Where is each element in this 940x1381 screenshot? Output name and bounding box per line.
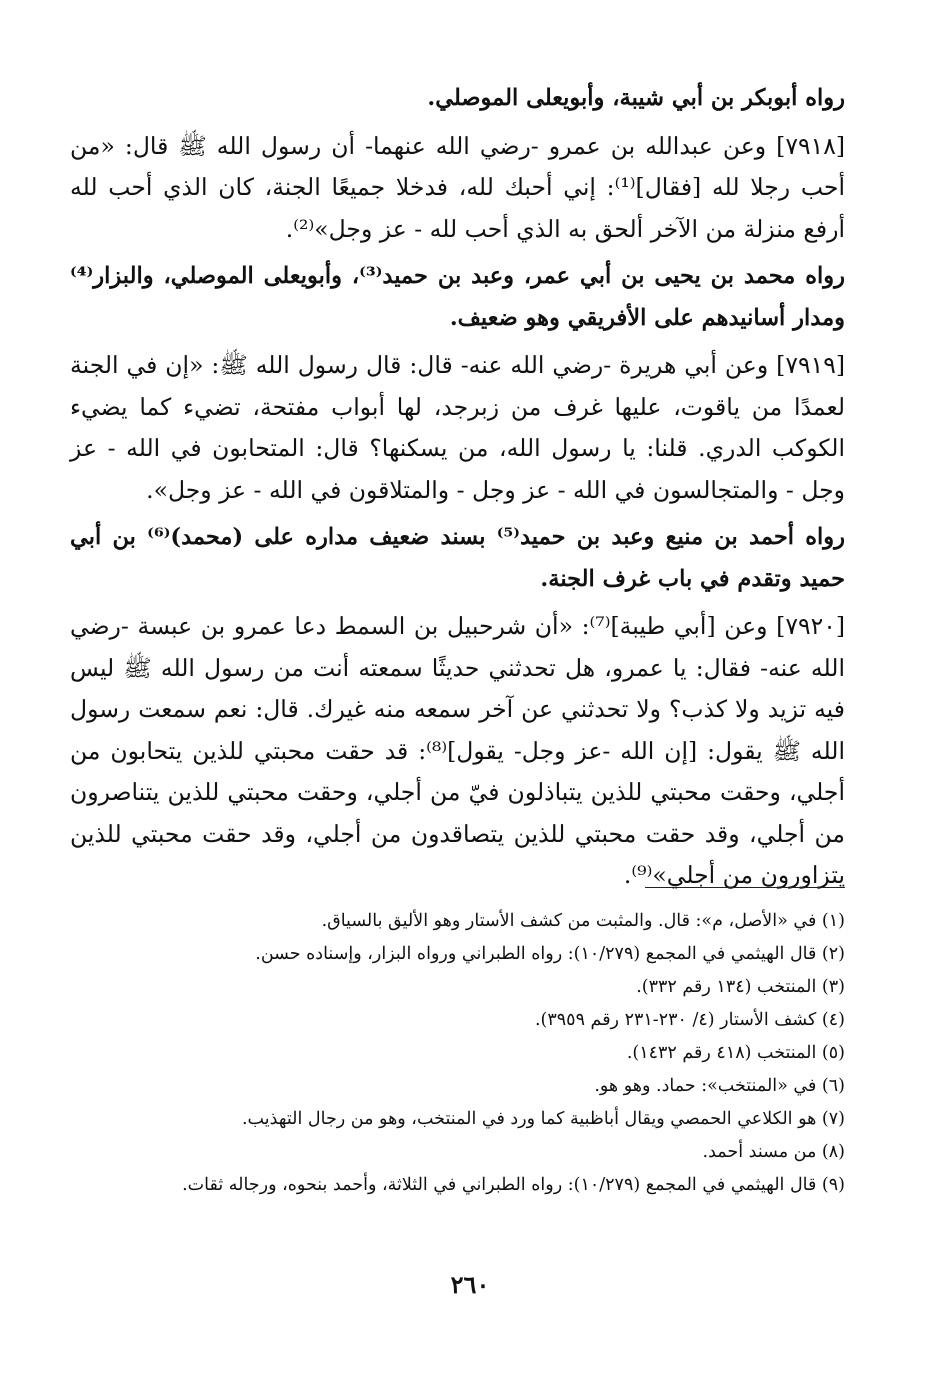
footnote-9: (٩) قال الهيثمي في المجمع (١٠/٢٧٩): رواه الطبراني في الثلاثة، وأحمد بنحوه، ورجاله ثقات.	[182, 1175, 845, 1195]
footnote-7: (٧) هو الكلاعي الحمصي ويقال أباظبية كما ورد في المنتخب، وهو من رجال التهذيب.	[241, 1109, 845, 1129]
footnote-3: (٣) المنتخب (١٣٤ رقم ٣٣٢).	[636, 977, 845, 997]
narration-note-3: رواه أحمد بن منيع وعبد بن حميد⁽⁵⁾ بسند ضعيف مداره على (محمد)⁽⁶⁾ بن أبي حميد وتقدم في باب غرف الجنة.	[70, 524, 846, 592]
footnote-divider	[645, 887, 845, 888]
narration-note-2: رواه محمد بن يحيى بن أبي عمر، وعبد بن حميد⁽³⁾، وأبويعلى الموصلي، والبزار⁽⁴⁾ ومدار أسانيدهم على الأفريقي وهو ضعيف.	[70, 263, 845, 331]
footnote-5: (٥) المنتخب (٤١٨ رقم ١٤٣٢).	[626, 1043, 845, 1063]
page-number: ٢٦٠	[450, 1270, 490, 1299]
hadith-7920: [٧٩٢٠] وعن [أبي طيبة]⁽⁷⁾: «أن شرحبيل بن السمط دعا عمرو بن عبسة -رضي الله عنه- فقال: يا عمرو، هل تحدثني حديثًا سمعته أنت من رسول الله ﷺ ليس فيه تزيد ولا كذب؟ ولا تحدثني عن آخر سمعه منه غيرك. قال: نعم سمعت رسول الله ﷺ يقول: [إن الله -عز وجل- يقول]⁽⁸⁾: قد حقت محبتي للذين يتحابون من أجلي، وحقت محبتي للذين يتباذلون فيّ من أجلي، وحقت محبتي للذين يتناصرون من أجلي، وقد حقت محبتي للذين يتصاقدون من أجلي، وقد حقت محبتي للذين يتزاورون من أجلي»⁽⁹⁾.	[70, 612, 845, 889]
footnote-6: (٦) في «المنتخب»: حماد. وهو هو.	[594, 1076, 845, 1096]
footnotes	[70, 905, 845, 1202]
footnote-4: (٤) كشف الأستار (٤/ ٢٣٠-٢٣١ رقم ٣٩٥٩).	[534, 1010, 845, 1030]
narration-note-1: رواه أبوبكر بن أبي شيبة، وأبويعلى الموصلي.	[427, 85, 845, 111]
footnote-8: (٨) من مسند أحمد.	[702, 1142, 845, 1162]
hadith-7919: [٧٩١٩] وعن أبي هريرة -رضي الله عنه- قال: قال رسول الله ﷺ: «إن في الجنة لعمدًا من ياقوت، عليها غرف من زبرجد، لها أبواب مفتحة، تضيء كما يضيء الكوكب الدري. قلنا: يا رسول الله، من يسكنها؟ قال: المتحابون في الله - عز وجل - والمتجالسون في الله - عز وجل - والمتلاقون في الله - عز وجل».	[70, 351, 845, 504]
footnote-1: (١) في «الأصل، م»: قال. والمثبت من كشف الأستار وهو الأليق بالسياق.	[321, 911, 845, 931]
page-body	[70, 78, 845, 903]
footnote-2: (٢) قال الهيثمي في المجمع (١٠/٢٧٩): رواه الطبراني ورواه البزار، وإسناده حسن.	[255, 944, 845, 964]
hadith-7918: [٧٩١٨] وعن عبدالله بن عمرو -رضي الله عنهما- أن رسول الله ﷺ قال: «من أحب رجلا لله [فقال]⁽¹⁾: إني أحبك لله، فدخلا جميعًا الجنة، كان الذي أحب لله أرفع منزلة من الآخر ألحق به الذي أحب لله - عز وجل»⁽²⁾.	[70, 131, 845, 243]
